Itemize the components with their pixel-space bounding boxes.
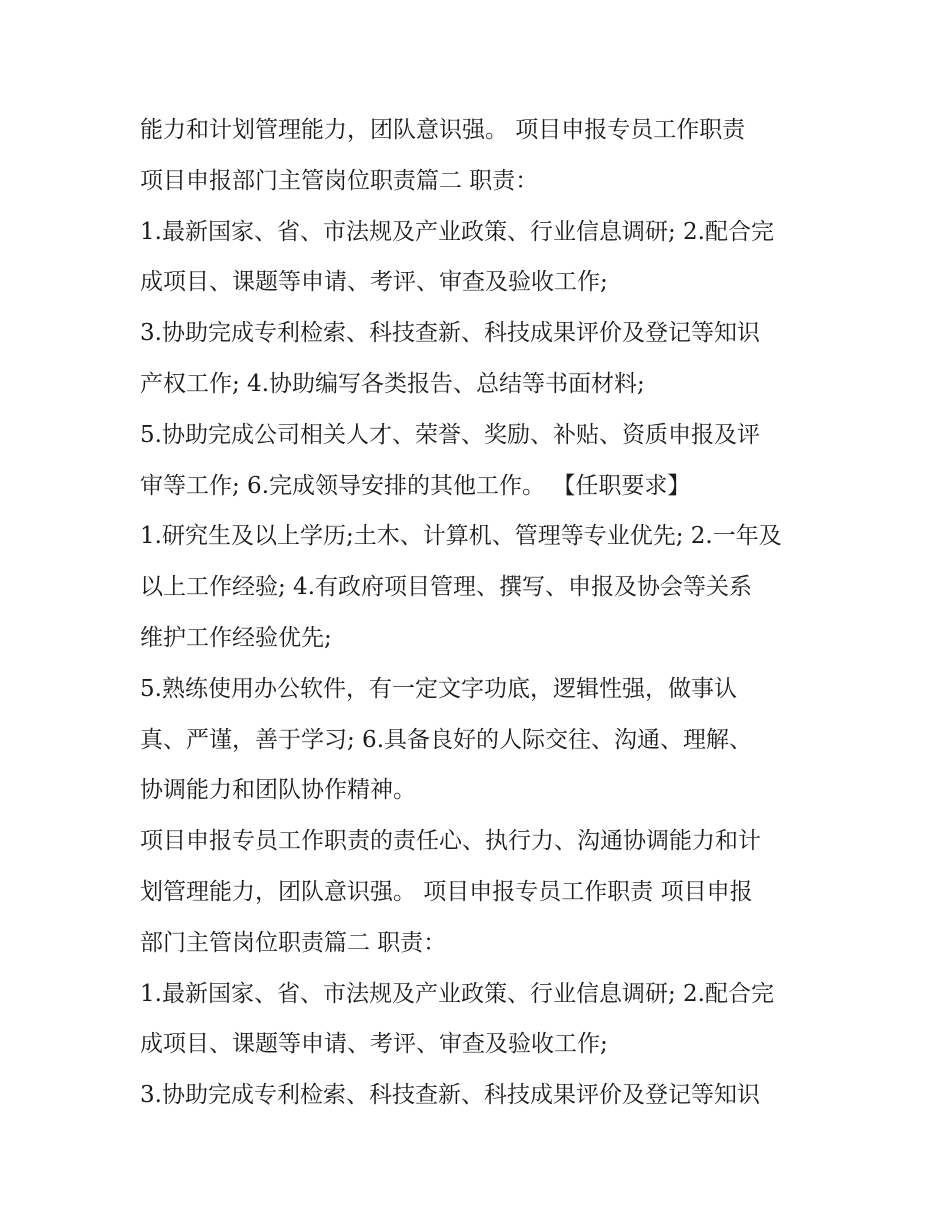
text-line: 1.研究生及以上学历;土木、计算机、管理等专业优先; 2.一年及 bbox=[140, 523, 782, 550]
text-line: 3.协助完成专利检索、科技查新、科技成果评价及登记等知识 bbox=[140, 1082, 760, 1109]
text-line: 以上工作经验; 4.有政府项目管理、撰写、申报及协会等关系 bbox=[140, 574, 753, 601]
text-line: 5.协助完成公司相关人才、荣誉、奖励、补贴、资质申报及评 bbox=[140, 421, 760, 448]
text-line: 产权工作; 4.协助编写各类报告、总结等书面材料; bbox=[140, 370, 645, 397]
body-text bbox=[140, 105, 830, 1121]
text-line: 项目申报部门主管岗位职责篇二 职责： bbox=[140, 167, 539, 194]
text-line: 真、严谨，善于学习; 6.具备良好的人际交往、沟通、理解、 bbox=[140, 726, 753, 753]
text-line: 能力和计划管理能力，团队意识强。 项目申报专员工作职责 bbox=[140, 117, 746, 143]
text-line: 5.熟练使用办公软件，有一定文字功底，逻辑性强，做事认 bbox=[140, 675, 737, 702]
text-line: 1.最新国家、省、市法规及产业政策、行业信息调研; 2.配合完 bbox=[140, 980, 774, 1007]
text-line: 1.最新国家、省、市法规及产业政策、行业信息调研; 2.配合完 bbox=[140, 218, 774, 245]
text-line: 成项目、课题等申请、考评、审查及验收工作; bbox=[140, 1031, 608, 1058]
text-line: 部门主管岗位职责篇二 职责： bbox=[140, 929, 447, 956]
text-line: 成项目、课题等申请、考评、审查及验收工作; bbox=[140, 269, 608, 296]
text-line: 审等工作; 6.完成领导安排的其他工作。 【任职要求】 bbox=[140, 472, 691, 499]
text-line: 维护工作经验优先; bbox=[140, 624, 332, 651]
text-line: 项目申报专员工作职责的责任心、执行力、沟通协调能力和计 bbox=[140, 828, 761, 855]
text-line: 协调能力和团队协作精神。 bbox=[140, 777, 416, 804]
text-line: 划管理能力，团队意识强。 项目申报专员工作职责 项目申报 bbox=[140, 878, 753, 905]
text-line: 3.协助完成专利检索、科技查新、科技成果评价及登记等知识 bbox=[140, 320, 760, 347]
